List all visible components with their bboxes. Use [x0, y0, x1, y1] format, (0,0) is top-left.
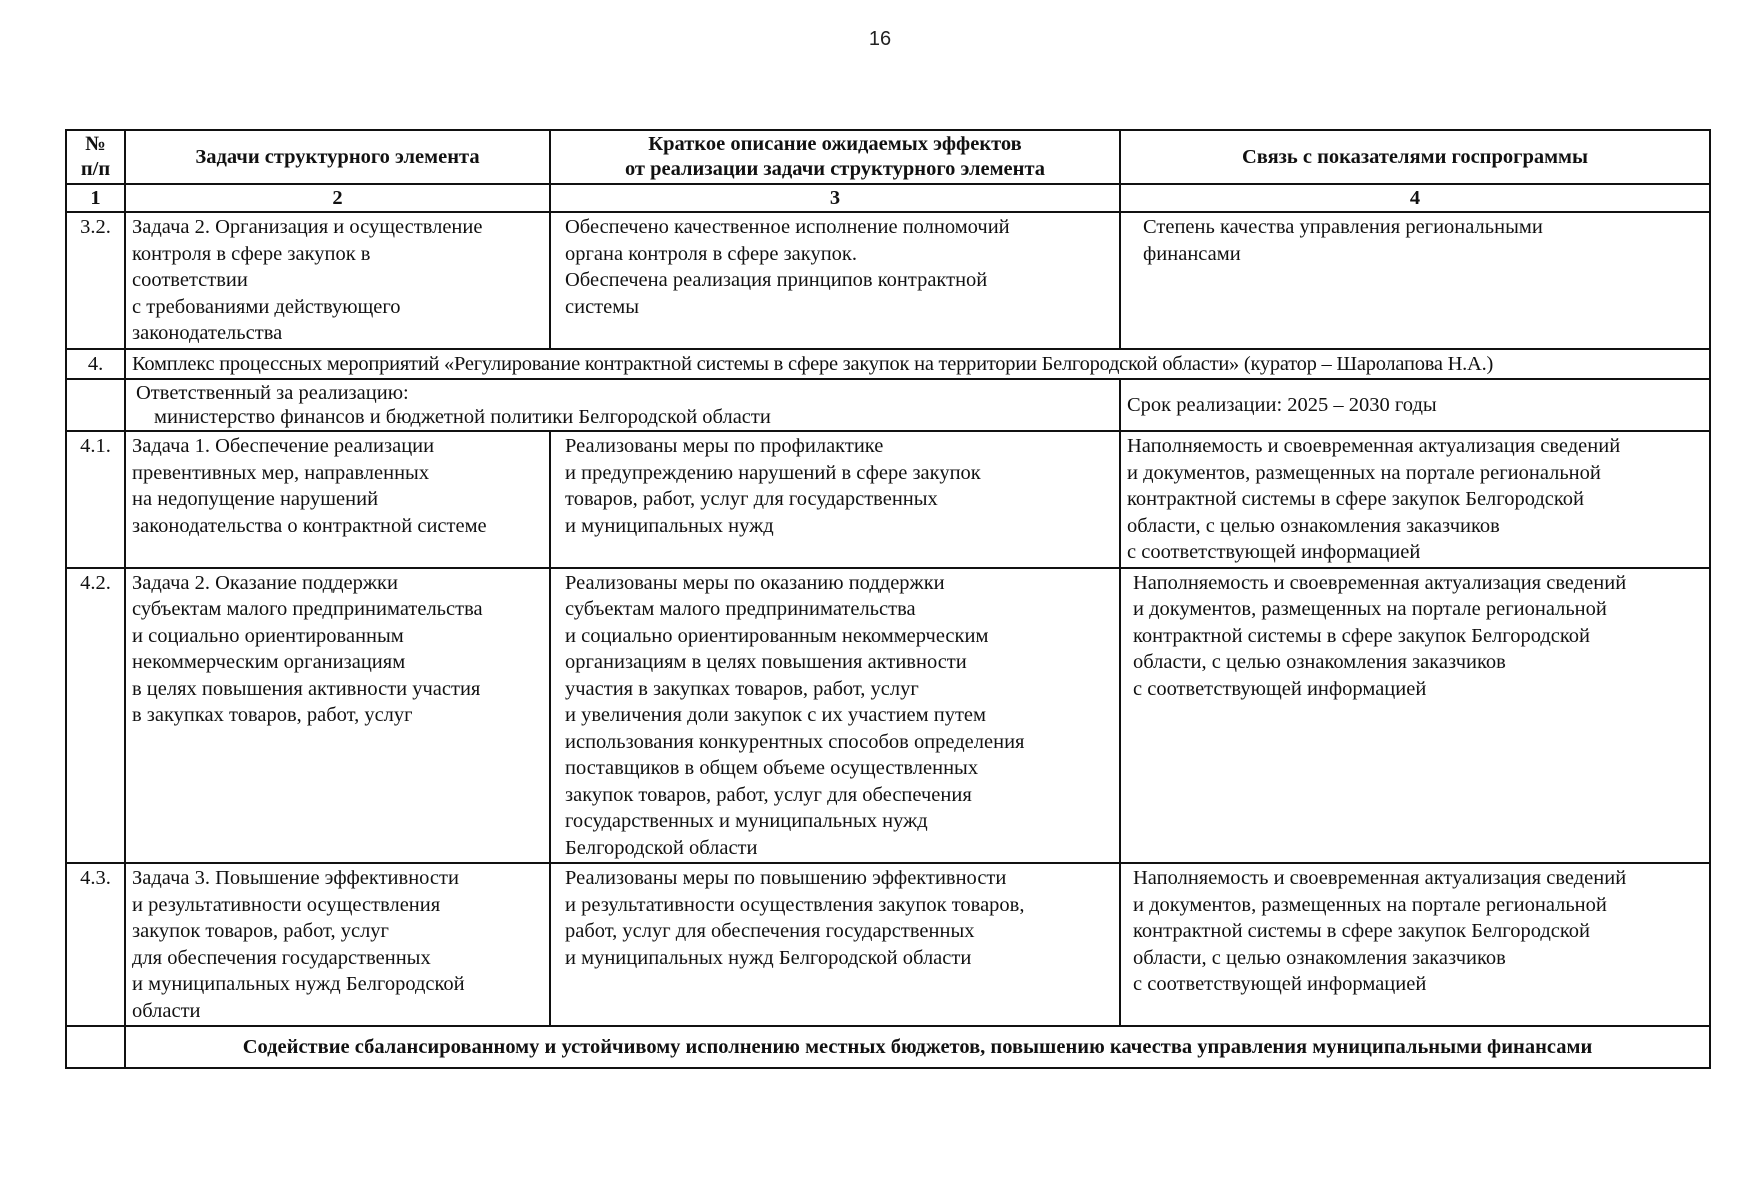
- link-line: и документов, размещенных на портале региональной: [1127, 461, 1601, 484]
- table-row: [66, 212, 1710, 349]
- table-row: [66, 568, 1710, 864]
- page-number: 16: [868, 28, 892, 50]
- effects-line: Реализованы меры по профилактике: [565, 435, 884, 457]
- task-line: контроля в сфере закупок в: [132, 242, 371, 265]
- effects-line: и социально ориентированным некоммерческим: [565, 624, 989, 647]
- effects-line: Белгородской области: [565, 836, 758, 859]
- header-row: [66, 130, 1710, 184]
- link-line: Степень качества управления региональными: [1143, 216, 1543, 238]
- effects-line: Обеспечена реализация принципов контрактной: [565, 269, 988, 291]
- effects-line: Обеспечено качественное исполнение полномочий: [565, 216, 1010, 238]
- link-line: и документов, размещенных на портале региональной: [1133, 598, 1607, 620]
- column-number-row: [66, 184, 1710, 212]
- row-number: 4.: [66, 349, 125, 380]
- link-cell: [1120, 212, 1710, 349]
- link-line: контрактной системы в сфере закупок Белгородской: [1133, 920, 1591, 942]
- row-number: 3.2.: [66, 212, 125, 349]
- effects-line: и предупреждению нарушений в сфере закупок: [565, 461, 981, 484]
- link-line: Наполняемость и своевременная актуализация сведений: [1133, 571, 1627, 594]
- link-line: и документов, размещенных на портале региональной: [1133, 893, 1607, 916]
- header-number-line: №: [85, 133, 106, 155]
- effects-line: организациям в целях повышения активности: [565, 651, 967, 673]
- task-line: Задача 1. Обеспечение реализации: [132, 435, 435, 457]
- task-line: превентивных мер, направленных: [132, 461, 430, 484]
- term-cell: Срок реализации: 2025 – 2030 годы: [1120, 379, 1710, 431]
- row-number: 4.1.: [66, 431, 125, 568]
- header-link: Связь с показателями госпрограммы: [1120, 130, 1710, 184]
- task-line: законодательства: [132, 322, 283, 344]
- task-line: с требованиями действующего: [132, 295, 401, 318]
- link-line: финансами: [1143, 242, 1241, 265]
- effects-line: поставщиков в общем объеме осуществленных: [565, 757, 979, 779]
- header-effects-line: от реализации задачи структурного элемента: [624, 158, 1046, 180]
- effects-line: и результативности осуществления закупок товаров,: [565, 893, 1025, 916]
- link-line: контрактной системы в сфере закупок Белгородской: [1127, 488, 1585, 510]
- effects-line: товаров, работ, услуг для государственных: [565, 488, 938, 510]
- effects-line: системы: [565, 295, 639, 318]
- task-line: соответствии: [132, 269, 248, 291]
- task-line: области: [132, 999, 201, 1022]
- effects-cell: [550, 568, 1120, 864]
- effects-line: Реализованы меры по оказанию поддержки: [565, 571, 945, 594]
- effects-line: работ, услуг для обеспечения государственных: [565, 920, 975, 942]
- link-cell: [1120, 568, 1710, 864]
- header-tasks: Задачи структурного элемента: [125, 130, 550, 184]
- header-number: [66, 130, 125, 184]
- task-line: некоммерческим организациям: [132, 651, 406, 673]
- link-line: области, с целью ознакомления заказчиков: [1133, 651, 1506, 673]
- effects-line: органа контроля в сфере закупок.: [565, 242, 857, 265]
- empty-cell: [66, 1026, 125, 1068]
- task-line: законодательства о контрактной системе: [132, 514, 487, 537]
- effects-line: закупок товаров, работ, услуг для обеспечения: [565, 783, 972, 806]
- table-row: [66, 863, 1710, 1026]
- effects-line: и муниципальных нужд Белгородской области: [565, 946, 972, 969]
- link-line: контрактной системы в сфере закупок Белгородской: [1133, 624, 1591, 647]
- task-line: Задача 3. Повышение эффективности: [132, 867, 459, 889]
- link-line: области, с целью ознакомления заказчиков: [1127, 514, 1500, 537]
- empty-cell: [66, 379, 125, 431]
- task-cell: [125, 568, 550, 864]
- task-line: и результативности осуществления: [132, 893, 441, 916]
- link-cell: [1120, 863, 1710, 1026]
- section-row: [66, 1026, 1710, 1068]
- effects-cell: [550, 212, 1120, 349]
- effects-line: использования конкурентных способов определения: [565, 730, 1025, 753]
- responsible-label: Ответственный за реализацию:: [136, 382, 409, 404]
- tasks-table: [65, 129, 1711, 1069]
- effects-line: и муниципальных нужд: [565, 514, 774, 537]
- section-title: Содействие сбалансированному и устойчивому исполнению местных бюджетов, повышению качества управления муниципальными финансами: [125, 1026, 1710, 1068]
- responsible-cell: [125, 379, 1120, 431]
- task-line: в целях повышения активности участия: [132, 677, 481, 700]
- effects-line: Реализованы меры по повышению эффективности: [565, 867, 1007, 889]
- link-line: Наполняемость и своевременная актуализация сведений: [1133, 867, 1627, 889]
- task-line: Задача 2. Оказание поддержки: [132, 571, 398, 594]
- link-line: с соответствующей информацией: [1133, 973, 1427, 995]
- task-line: субъектам малого предпринимательства: [132, 598, 483, 620]
- task-line: для обеспечения государственных: [132, 946, 431, 969]
- task-cell: [125, 431, 550, 568]
- column-number: 4: [1120, 184, 1710, 212]
- link-line: с соответствующей информацией: [1133, 677, 1427, 700]
- task-line: Задача 2. Организация и осуществление: [132, 216, 483, 238]
- task-cell: [125, 863, 550, 1026]
- row-number: 4.3.: [66, 863, 125, 1026]
- task-cell: [125, 212, 550, 349]
- link-line: Наполняемость и своевременная актуализация сведений: [1127, 435, 1621, 457]
- link-line: области, с целью ознакомления заказчиков: [1133, 946, 1506, 969]
- responsible-row: [66, 379, 1710, 431]
- effects-cell: [550, 863, 1120, 1026]
- header-effects-line: Краткое описание ожидаемых эффектов: [648, 133, 1022, 155]
- link-cell: [1120, 431, 1710, 568]
- task-line: на недопущение нарушений: [132, 488, 379, 510]
- column-number: 1: [66, 184, 125, 212]
- effects-line: участия в закупках товаров, работ, услуг: [565, 677, 919, 700]
- link-line: с соответствующей информацией: [1127, 541, 1421, 563]
- effects-cell: [550, 431, 1120, 568]
- table-row: [66, 431, 1710, 568]
- task-line: закупок товаров, работ, услуг: [132, 920, 389, 942]
- row-number: 4.2.: [66, 568, 125, 864]
- task-line: и муниципальных нужд Белгородской: [132, 973, 465, 995]
- column-number: 2: [125, 184, 550, 212]
- header-number-line: п/п: [80, 158, 111, 180]
- column-number: 3: [550, 184, 1120, 212]
- complex-title: Комплекс процессных мероприятий «Регулирование контрактной системы в сфере закупок на территории Белгородской области» (куратор – Шаролапова Н.А.): [125, 349, 1710, 380]
- task-line: и социально ориентированным: [132, 624, 404, 647]
- responsible-org: министерство финансов и бюджетной политики Белгородской области: [154, 406, 771, 428]
- header-effects: [550, 130, 1120, 184]
- effects-line: государственных и муниципальных нужд: [565, 810, 928, 832]
- effects-line: субъектам малого предпринимательства: [565, 598, 916, 620]
- complex-row: [66, 349, 1710, 380]
- effects-line: и увеличения доли закупок с их участием путем: [565, 704, 986, 726]
- task-line: в закупках товаров, работ, услуг: [132, 704, 413, 726]
